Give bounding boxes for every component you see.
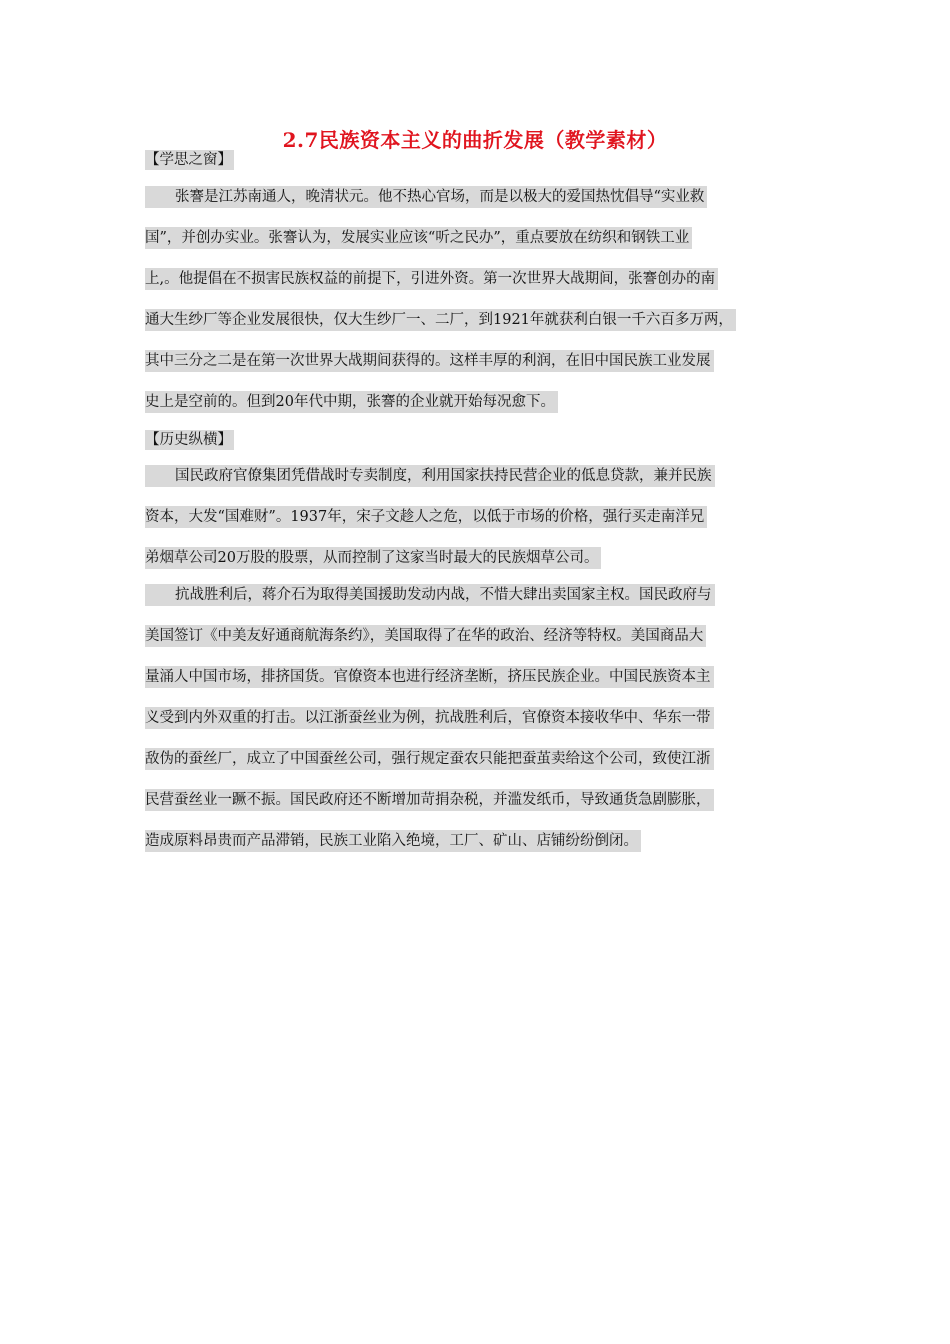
paragraph-line: 国”，并创办实业。张謇认为，发展实业应该“听之民办”，重点要放在纺织和钢铁工业 [145,227,820,268]
paragraph-line: 民营蚕丝业一蹶不振。国民政府还不断增加苛捐杂税，并滥发纸币，导致通货急剧膨胀， [145,789,820,830]
paragraph-line: 资本，大发“国难财”。1937年，宋子文趁人之危，以低于市场的价格，强行买走南洋兄 [145,506,820,547]
paragraph-guanliao [145,465,820,588]
paragraph-line: 其中三分之二是在第一次世界大战期间获得的。这样丰厚的利润，在旧中国民族工业发展 [145,350,820,391]
paragraph-line: 上,。他提倡在不损害民族权益的前提下，引进外资。第一次世界大战期间，张謇创办的南 [145,268,820,309]
paragraph-line: 国民政府官僚集团凭借战时专卖制度，利用国家扶持民营企业的低息贷款，兼并民族 [145,465,820,506]
paragraph-line: 敌伪的蚕丝厂，成立了中国蚕丝公司，强行规定蚕农只能把蚕茧卖给这个公司，致使江浙 [145,748,820,789]
paragraph-line: 弟烟草公司20万股的股票，从而控制了这家当时最大的民族烟草公司。 [145,547,820,588]
paragraph-zhangjian [145,186,820,432]
section-heading-lishi: 【历史纵横】 [145,432,232,448]
section-heading-xuesi: 【学思之窗】 [145,152,232,168]
paragraph-line: 通大生纱厂等企业发展很快，仅大生纱厂一、二厂，到1921年就获利白银一千六百多万两， [145,309,820,350]
paragraph-line: 史上是空前的。但到20年代中期，张謇的企业就开始每况愈下。 [145,391,820,432]
paragraph-line: 张謇是江苏南通人，晚清状元。他不热心官场，而是以极大的爱国热忱倡导“实业救 [145,186,820,227]
paragraph-line: 造成原料昂贵而产品滞销，民族工业陷入绝境，工厂、矿山、店铺纷纷倒闭。 [145,830,820,871]
paragraph-line: 量涌人中国市场，排挤国货。官僚资本也进行经济垄断，挤压民族企业。中国民族资本主 [145,666,820,707]
paragraph-kangzhan [145,584,820,871]
paragraph-line: 抗战胜利后，蒋介石为取得美国援助发动内战，不惜大肆出卖国家主权。国民政府与 [145,584,820,625]
paragraph-line: 义受到内外双重的打击。以江浙蚕丝业为例，抗战胜利后，官僚资本接收华中、华东一带 [145,707,820,748]
document-title: 2.7民族资本主义的曲折发展（教学素材） [282,128,668,152]
paragraph-line: 美国签订《中美友好通商航海条约》，美国取得了在华的政治、经济等特权。美国商品大 [145,625,820,666]
